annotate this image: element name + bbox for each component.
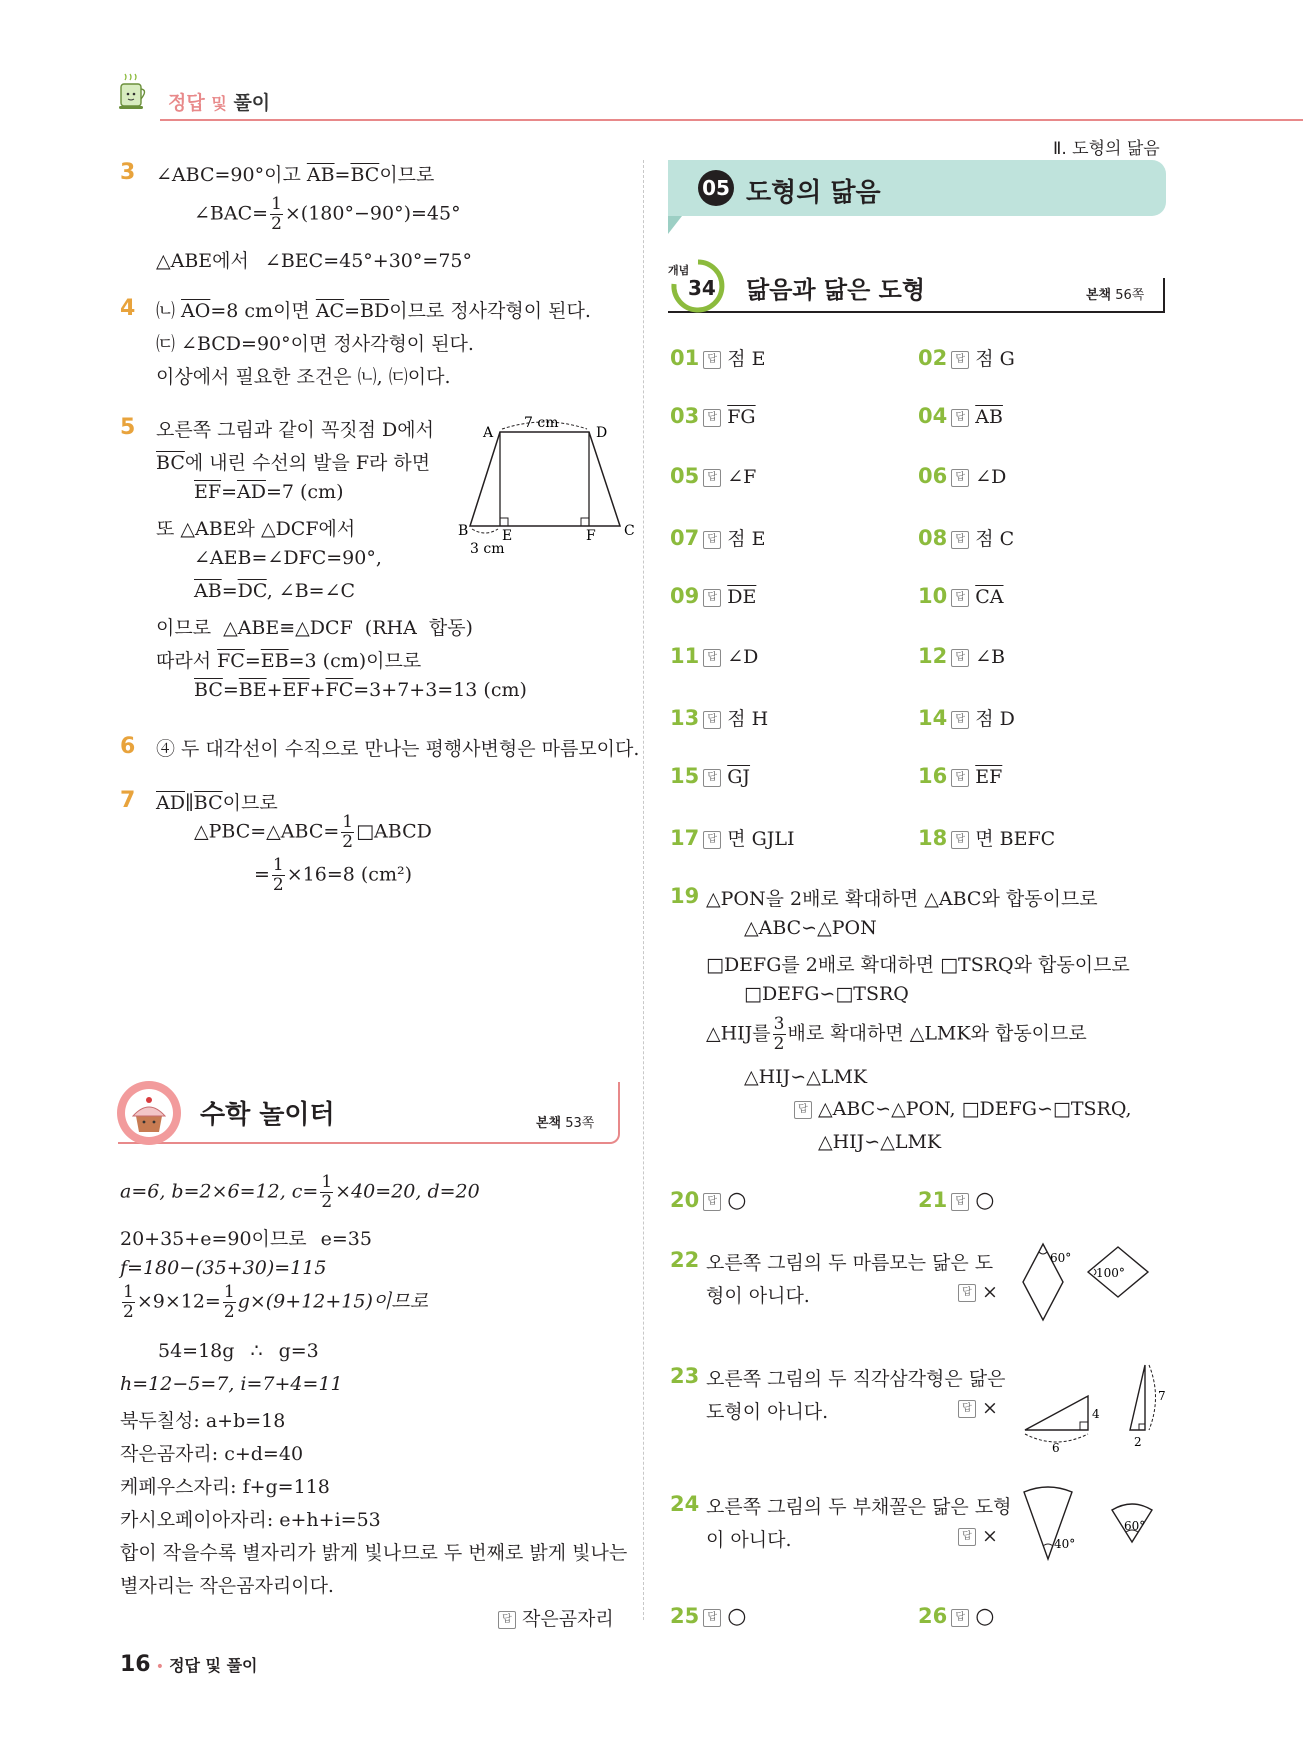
length-label: 7 cm (524, 415, 559, 431)
problem-number: 6 (120, 734, 136, 759)
problem-number: 3 (120, 160, 136, 185)
sectors-figure (1022, 1484, 1172, 1574)
header-title-a: 정답 (168, 92, 205, 114)
answer-mark-icon: 답 (958, 1528, 976, 1546)
question-line: △HIJ를 $\frac{3}{2}$ 배로 확대하면 △LMK와 합동이므로 (706, 1014, 1087, 1054)
question-answer: 답 △ABC∽△PON, □DEFG∽□TSRQ, (790, 1098, 1132, 1120)
problem-line: ∠BAC= $\frac{1}{2}$ ×(180°−90°)=45° (194, 194, 461, 234)
vertex-label: D (596, 425, 608, 441)
problem-number: 4 (120, 296, 136, 321)
answer-mark-icon: 답 (703, 769, 721, 787)
answer-item: 02 답 점 G (918, 346, 1015, 370)
problem-line: △ABE에서 ∠BEC=45°+30°=75° (156, 250, 472, 272)
problem-line: $\overline{AB}=\overline{DC}$, ∠B=∠C (194, 580, 356, 602)
answer-item: 04 답 $\overline{AB}$ (918, 404, 1003, 428)
answer-mark-icon: 답 (951, 769, 969, 787)
question-line: □DEFG를 2배로 확대하면 □TSRQ와 합동이므로 (706, 954, 1130, 976)
solution-line: 54=18g ∴ g=3 (158, 1340, 319, 1362)
concept-header (668, 256, 1166, 316)
answer-mark-icon: 답 (951, 409, 969, 427)
svg-text:60°: 60° (1124, 1519, 1146, 1533)
section-title: 도형의 닮음 (746, 178, 881, 208)
problem-line: $\overline{EF}=\overline{AD}=7$ (cm) (194, 481, 344, 503)
header-rule (160, 119, 1303, 121)
cupcake-icon (114, 1078, 184, 1148)
problem-line: 이상에서 필요한 조건은 ㈁, ㈂이다. (156, 366, 451, 388)
answer-item: 01 답 점 E (670, 346, 766, 370)
vertex-label: F (586, 528, 596, 544)
solution-line: 별자리는 작은곰자리이다. (120, 1575, 334, 1597)
question-answer: 답 × (954, 1281, 998, 1303)
answer-mark-icon: 답 (703, 649, 721, 667)
answer-item: 09 답 $\overline{DE}$ (670, 584, 757, 608)
problem-line: ∠ABC=90°이고 $\overline{AB}=\overline{BC}$이므로 (156, 164, 435, 186)
answer-item: 26 답 ○ (918, 1604, 995, 1629)
answer-item: 06 답 ∠D (918, 464, 1007, 488)
question-number: 19 (670, 884, 700, 908)
answer-item: 08 답 점 C (918, 526, 1015, 550)
footer (120, 1652, 258, 1677)
question-line: 도형이 아니다. (706, 1401, 829, 1423)
question-line: △PON을 2배로 확대하면 △ABC와 합동이므로 (706, 888, 1098, 910)
answer-mark-icon: 답 (951, 351, 969, 369)
answer-mark-icon: 답 (703, 409, 721, 427)
svg-text:60°: 60° (1050, 1251, 1072, 1265)
svg-text:2: 2 (1134, 1435, 1142, 1449)
solution-line: 작은곰자리: c+d=40 (120, 1443, 304, 1465)
playground-title: 수학 놀이터 (200, 1100, 335, 1130)
answer-mark-icon: 답 (703, 589, 721, 607)
question-line: △HIJ∽△LMK (744, 1066, 868, 1088)
problem-number: 5 (120, 415, 136, 440)
answer-mark-icon: 답 (951, 589, 969, 607)
problem-line: ㈂ ∠BCD=90°이면 정사각형이 된다. (156, 333, 474, 355)
answer-item: 14 답 점 D (918, 706, 1015, 730)
answer-mark-icon: 답 (951, 1609, 969, 1627)
question-line: 이 아니다. (706, 1529, 792, 1551)
solution-line: 북두칠성: a+b=18 (120, 1410, 286, 1432)
answer-mark-icon: 답 (703, 831, 721, 849)
header (0, 60, 1303, 124)
answer-item: 18 답 면 BEFC (918, 826, 1056, 850)
answer-mark-icon: 답 (951, 711, 969, 729)
problem-line: 따라서 $\overline{FC}=\overline{EB}=3$ (cm)이므로 (156, 650, 422, 672)
problem-line: ④ 두 대각선이 수직으로 만나는 평행사변형은 마름모이다. (156, 738, 640, 760)
solution-line: a=6, b=2×6=12, c= $\frac{1}{2}$ ×40=20, d=20 (120, 1172, 480, 1212)
answer-item: 20 답 ○ (670, 1188, 747, 1213)
answer-item: 12 답 ∠B (918, 644, 1006, 668)
answer-mark-icon: 답 (794, 1101, 812, 1119)
problem-line: △PBC=△ABC= $\frac{1}{2}$ □ABCD (194, 812, 432, 852)
answer-item: 10 답 $\overline{CA}$ (918, 584, 1004, 608)
solution-line: $\frac{1}{2}$ ×9×12= $\frac{1}{2}$ g×(9+12+15)이므로 (123, 1282, 428, 1322)
section-number: 05 (698, 170, 734, 206)
question-number: 24 (670, 1492, 700, 1516)
problem-line: $\overline{BC}$에 내린 수선의 발을 F라 하면 (156, 452, 431, 474)
concept-label: 개념 (668, 264, 690, 277)
problem-line: 또 △ABE와 △DCF에서 (156, 518, 356, 540)
answer-mark-icon: 답 (951, 831, 969, 849)
question-answer: 답 × (954, 1397, 998, 1419)
problem-line: ㈁ $\overline{AO}=8$ cm이면 $\overline{AC}=\overline{BD}$이므로 정사각형이 된다. (156, 300, 591, 322)
rhombus-figure (1018, 1242, 1168, 1332)
concept-number: 34 (688, 276, 716, 300)
answer-mark-icon: 답 (951, 531, 969, 549)
svg-text:100°: 100° (1096, 1266, 1125, 1280)
svg-text:7: 7 (1158, 1389, 1166, 1403)
header-title-c: 풀이 (233, 92, 271, 114)
question-line: 오른쪽 그림의 두 부채꼴은 닮은 도형 (706, 1496, 1012, 1518)
answer-mark-icon: 답 (703, 1193, 721, 1211)
problem-number: 7 (120, 788, 136, 813)
question-line: □DEFG∽□TSRQ (744, 983, 909, 1005)
question-line: 오른쪽 그림의 두 직각삼각형은 닮은 (706, 1368, 1006, 1390)
question-line: △ABC∽△PON (744, 917, 877, 939)
answer-item: 05 답 ∠F (670, 464, 757, 488)
answer-item: 21 답 ○ (918, 1188, 995, 1213)
header-title-b: 및 (211, 94, 227, 113)
length-label: 3 cm (470, 541, 505, 557)
question-number: 23 (670, 1364, 700, 1388)
answer-item: 17 답 면 GJLI (670, 826, 795, 850)
answer-mark-icon: 답 (958, 1400, 976, 1418)
solution-line: 카시오페이아자리: e+h+i=53 (120, 1509, 381, 1531)
answer-mark-icon: 답 (498, 1611, 516, 1629)
problem-line: $\overline{AD}\parallel\overline{BC}$이므로 (156, 792, 278, 814)
svg-text:6: 6 (1052, 1441, 1060, 1455)
concept-title: 닮음과 닮은 도형 (746, 276, 925, 304)
solution-line: h=12−5=7, i=7+4=11 (120, 1373, 343, 1395)
problem-line: 오른쪽 그림과 같이 꼭짓점 D에서 (156, 419, 434, 441)
question-number: 22 (670, 1248, 700, 1272)
question-line: △HIJ∽△LMK (818, 1131, 942, 1153)
answer-item: 11 답 ∠D (670, 644, 759, 668)
right-triangles-figure (1020, 1360, 1170, 1460)
answer-item: 16 답 $\overline{EF}$ (918, 764, 1003, 788)
footer-label: 정답 및 풀이 (169, 1656, 258, 1675)
question-line: 형이 아니다. (706, 1285, 810, 1307)
answer-mark-icon: 답 (951, 649, 969, 667)
answer-mark-icon: 답 (703, 711, 721, 729)
answer-mark-icon: 답 (958, 1284, 976, 1302)
answer-mark-icon: 답 (951, 469, 969, 487)
answer-mark-icon: 답 (703, 1609, 721, 1627)
vertex-label: B (458, 523, 469, 539)
svg-text:4: 4 (1092, 1407, 1100, 1421)
answer-item: 07 답 점 E (670, 526, 766, 550)
answer-mark-icon: 답 (703, 531, 721, 549)
svg-text:40°: 40° (1054, 1537, 1076, 1551)
answer-mark-icon: 답 (703, 351, 721, 369)
problem-line: 이므로 △ABE≡△DCF (RHA 합동) (156, 617, 473, 639)
column-divider (643, 160, 644, 1620)
concept-ref: 본책 56쪽 (1086, 288, 1145, 303)
answer-item: 13 답 점 H (670, 706, 769, 730)
solution-line: 케페우스자리: f+g=118 (120, 1476, 330, 1498)
answer-item: 03 답 $\overline{FG}$ (670, 404, 756, 428)
answer-item: 15 답 $\overline{GJ}$ (670, 764, 751, 788)
vertex-label: A (483, 425, 494, 441)
cup-icon (117, 72, 149, 112)
playground-header (118, 1082, 618, 1152)
chapter-label: Ⅱ. 도형의 닮음 (1053, 139, 1160, 159)
solution-line: f=180−(35+30)=115 (120, 1257, 327, 1279)
question-line: 오른쪽 그림의 두 마름모는 닮은 도 (706, 1252, 994, 1274)
problem-line: $\overline{BC}=\overline{BE}+\overline{EF}+\overline{FC}=3+7+3=13$ (cm) (194, 679, 527, 701)
solution-line: 합이 작을수록 별자리가 밝게 빛나므로 두 번째로 밝게 빛나는 (120, 1542, 628, 1564)
page-number: 16 (120, 1652, 151, 1677)
answer-mark-icon: 답 (703, 469, 721, 487)
vertex-label: E (502, 528, 513, 544)
footer-dot: • (155, 1659, 164, 1675)
problem-line: ∠AEB=∠DFC=90°, (194, 547, 382, 569)
section-banner (668, 160, 1166, 216)
solution-answer: 답 작은곰자리 (494, 1604, 614, 1631)
problem-line: = $\frac{1}{2}$ ×16=8 (cm²) (254, 855, 412, 895)
question-answer: 답 × (954, 1525, 998, 1547)
playground-ref: 본책 53쪽 (536, 1116, 595, 1131)
answer-mark-icon: 답 (951, 1193, 969, 1211)
vertex-label: C (624, 523, 635, 539)
solution-line: 20+35+e=90이므로 e=35 (120, 1228, 372, 1250)
answer-item: 25 답 ○ (670, 1604, 747, 1629)
